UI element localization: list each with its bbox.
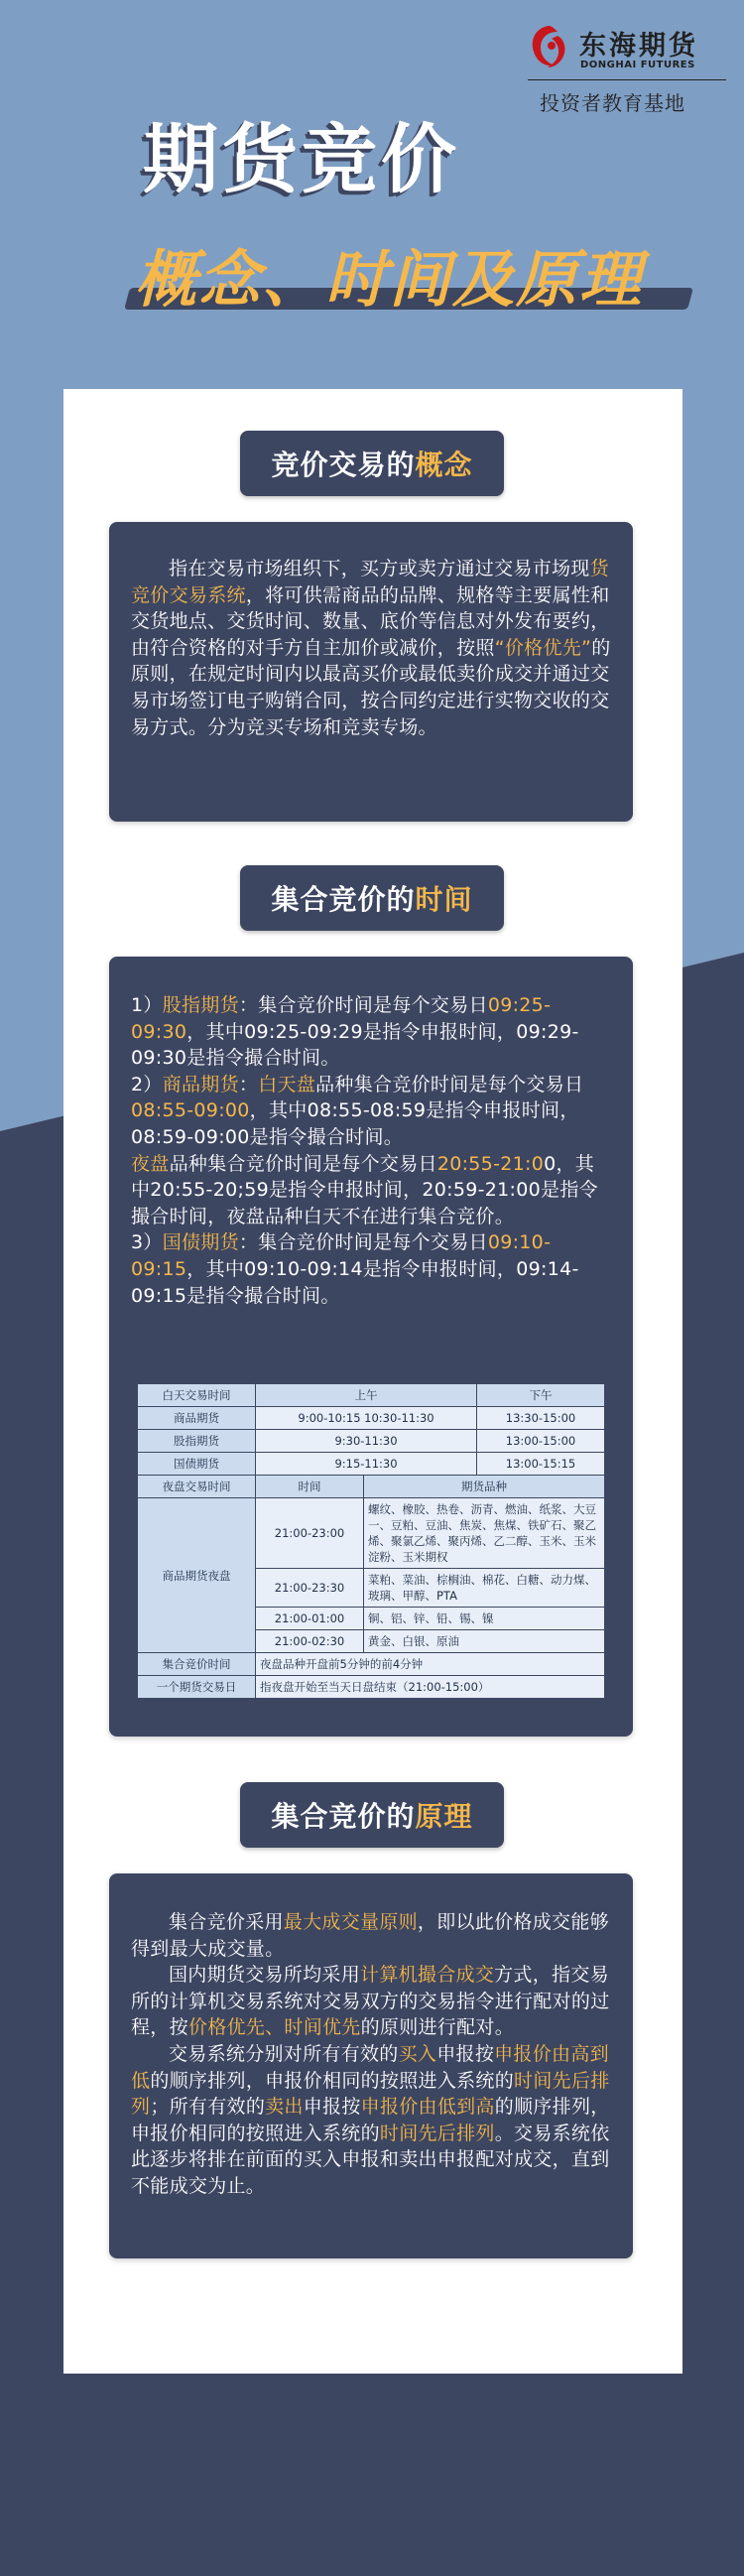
page-title: 期货竞价 (143, 115, 460, 203)
brand-subtitle: 投资者教育基地 (540, 91, 685, 115)
table-row: 集合竞价时间 夜盘品种开盘前5分钟的前4分钟 (138, 1653, 605, 1676)
principle-paragraph-1: 集合竞价采用最大成交量原则，即以此价格成交能够得到最大成交量。 (131, 1911, 609, 1960)
concept-panel (109, 522, 633, 822)
table-row: 国债期货 9:15-11:30 13:00-15:15 (138, 1453, 605, 1476)
section-title-highlight: 概念 (415, 449, 473, 481)
page-subtitle: 概念、时间及原理 (135, 243, 644, 316)
table-row: 21:00-02:30 黄金、白银、原油 (138, 1630, 605, 1653)
table-row: 21:00-23:30 菜粕、菜油、棕榈油、棉花、白糖、动力煤、玻璃、甲醇、PTA (138, 1569, 605, 1608)
brand-logo (528, 22, 726, 117)
time-item-treasury: 3）国债期货：集合竞价时间是每个交易日09:10-09:15，其中09:10-09:14是指令申报时间，09:14-09:15是指令撮合时间。 (131, 1231, 579, 1307)
logo-dragon-icon (528, 22, 569, 73)
trading-hours-table (137, 1383, 605, 1699)
time-item-stock-index: 1）股指期货：集合竞价时间是每个交易日09:25-09:30，其中09:25-09:29是指令申报时间，09:29-09:30是指令撮合时间。 (131, 994, 579, 1070)
logo-divider (528, 79, 726, 80)
section-title-highlight: 时间 (415, 883, 473, 916)
table-row: 商品期货 9:00-10:15 10:30-11:30 13:30-15:00 (138, 1407, 605, 1430)
principle-paragraphs (109, 1873, 633, 2200)
table-row: 商品期货夜盘 21:00-23:00 螺纹、橡胶、热卷、沥青、燃油、纸浆、大豆一、豆粕、豆油、焦炭、焦煤、铁矿石、聚乙烯、聚氯乙烯、聚丙烯、乙二醇、玉米、玉米淀粉、玉米期权 (138, 1498, 605, 1569)
time-item-night: 夜盘品种集合竞价时间是每个交易日20:55-21:00，其中20:55-20;59是指令申报时间，20:59-21:00是指令撮合时间，夜盘品种白天不在进行集合竞价。 (131, 1152, 598, 1227)
section-title-text: 竞价交易的 (271, 449, 416, 481)
brand-name-en: DONGHAI FUTURES (580, 60, 695, 70)
table-row: 一个期货交易日 指夜盘开始至当天日盘结束（21:00-15:00） (138, 1676, 605, 1699)
section-title-text: 集合竞价的 (271, 883, 416, 916)
table-row: 夜盘交易时间 时间 期货品种 (138, 1476, 605, 1498)
time-panel (109, 957, 633, 1737)
principle-panel (109, 1873, 633, 2258)
section-title-principle (240, 1782, 504, 1848)
table-row: 21:00-01:00 铜、铝、锌、铅、锡、镍 (138, 1608, 605, 1630)
time-item-commodity: 2）商品期货：白天盘品种集合竞价时间是每个交易日08:55-09:00，其中08:55-08:59是指令申报时间，08:59-09:00是指令撮合时间。 (131, 1073, 584, 1148)
section-title-text: 集合竞价的 (271, 1800, 416, 1833)
brand-name-cn: 东海期货 (579, 31, 698, 62)
table-row: 白天交易时间 上午 下午 (138, 1384, 605, 1407)
time-paragraphs (109, 957, 633, 1309)
section-title-time (240, 865, 504, 931)
principle-paragraph-3: 交易系统分别对所有有效的买入申报按申报价由高到低的顺序排列，申报价相同的按照进入系统的时间先后排列；所有有效的卖出申报按申报价由低到高的顺序排列，申报价相同的按照进入系统的时间先后排列。交易系统依此逐步将排在前面的买入申报和卖出申报配对成交，直到不能成交为止。 (131, 2042, 610, 2197)
section-title-highlight: 原理 (415, 1800, 473, 1833)
concept-paragraph: 指在交易市场组织下，买方或卖方通过交易市场现货竞价交易系统，将可供需商品的品牌、规格等主要属性和交货地点、交货时间、数量、底价等信息对外发布要约，由符合资格的对手方自主加价或减价，按照“价格优先”的原则，在规定时间内以最高买价或最低卖价成交并通过交易市场签订电子购销合同，按合同约定进行实物交收的交易方式。分为竞买专场和竞卖专场。 (131, 558, 611, 738)
table-row: 股指期货 9:30-11:30 13:00-15:00 (138, 1430, 605, 1453)
principle-paragraph-2: 国内期货交易所均采用计算机撮合成交方式，指交易所的计算机交易系统对交易双方的交易指令进行配对的过程，按价格优先、时间优先的原则进行配对。 (131, 1964, 610, 2039)
section-title-concept (240, 431, 504, 496)
